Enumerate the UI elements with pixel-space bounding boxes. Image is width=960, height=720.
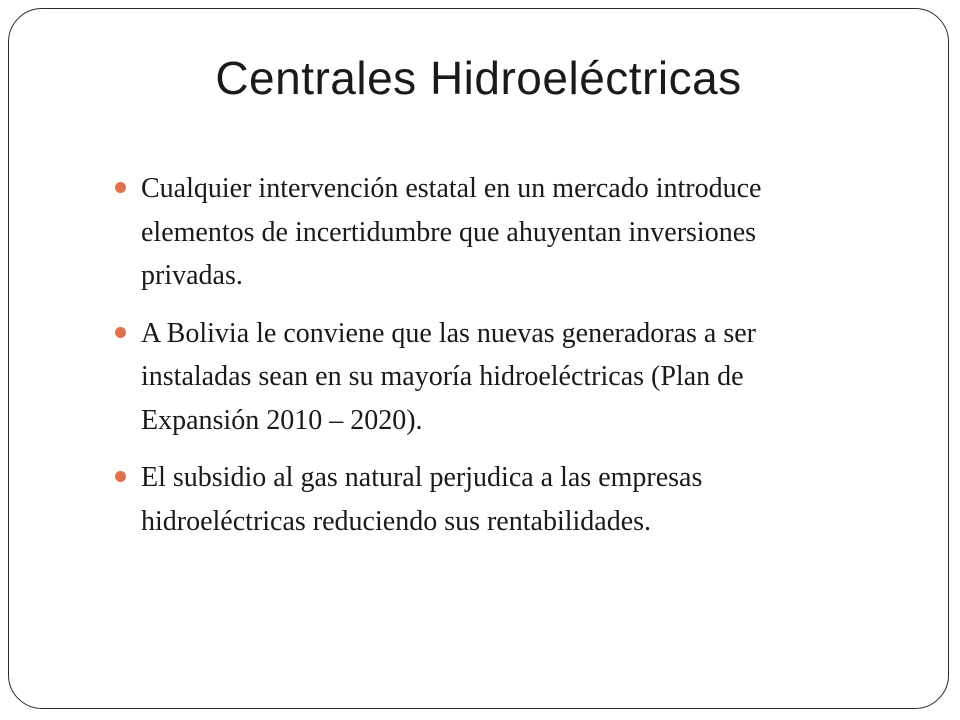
bullet-list — [111, 167, 831, 557]
bullet-text: A Bolivia le conviene que las nuevas generadoras a ser instaladas sean en su mayoría hidroeléctricas (Plan de Expansión 2010 – 2020). — [141, 317, 757, 436]
bullet-text: El subsidio al gas natural perjudica a las empresas hidroeléctricas reduciendo sus rentabilidades. — [141, 462, 703, 537]
bullet-item — [111, 167, 831, 298]
bullet-dot-icon — [115, 182, 126, 193]
bullet-item — [111, 456, 831, 543]
slide-frame — [8, 8, 949, 709]
slide-title: Centrales Hidroeléctricas — [215, 52, 742, 104]
bullet-text: Cualquier intervención estatal en un mercado introduce elementos de incertidumbre que ahuyentan inversiones privadas. — [141, 173, 762, 291]
bullet-dot-icon — [115, 471, 126, 482]
bullet-dot-icon — [115, 327, 126, 338]
bullet-item — [111, 312, 831, 443]
